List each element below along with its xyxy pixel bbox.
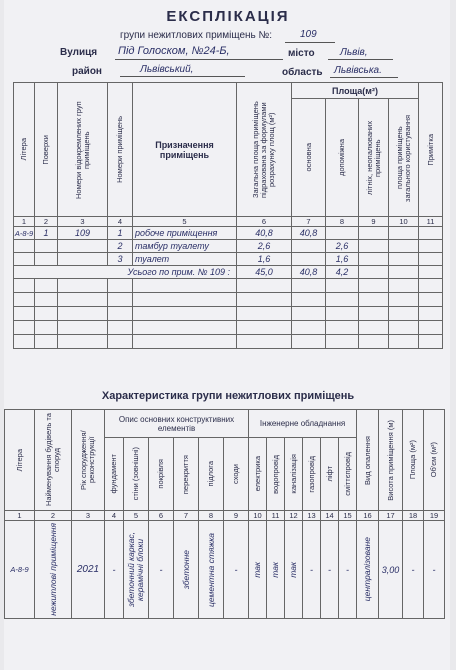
region-value: Львівська. — [334, 65, 382, 76]
th2-gas: газопровід — [303, 438, 321, 511]
th2-name: Найменування будівель та споруд — [35, 410, 72, 511]
street-value: Під Голоском, №24-Б, — [118, 45, 230, 57]
characteristics-table — [4, 409, 445, 619]
col-number: 11 — [267, 511, 285, 521]
col-number: 6 — [149, 511, 174, 521]
th2-stairs: сходи — [224, 438, 249, 511]
city-label: місто — [288, 48, 315, 59]
th2-floor: підлога — [199, 438, 224, 511]
street-underline — [115, 59, 283, 60]
th-main: основна — [292, 99, 326, 217]
col-number: 10 — [249, 511, 267, 521]
section2-title: Характеристика групи нежитлових приміщень — [101, 390, 355, 402]
col-number: 7 — [174, 511, 199, 521]
th-note: Примітка — [419, 83, 443, 217]
table-row: А-8-9 1 109 1 робоче приміщення 40,8 40,8 — [14, 227, 443, 240]
col-number: 17 — [379, 511, 403, 521]
th2-area: Площа (м²) — [403, 410, 424, 511]
col-number: 1 — [14, 217, 35, 227]
table-row: 2 тамбур туалету 2,6 2,6 — [14, 240, 443, 253]
th2-litera: Літера — [5, 410, 35, 511]
th-litera: Літера — [14, 83, 35, 217]
th2-desc-group: Опис основних конструктивних елементів — [105, 410, 249, 438]
district-label: район — [72, 66, 102, 77]
col-number: 2 — [35, 217, 58, 227]
th2-sewer: каналізація — [285, 438, 303, 511]
col-number: 13 — [303, 511, 321, 521]
col-number: 1 — [5, 511, 35, 521]
col-number: 8 — [326, 217, 359, 227]
th-aux: допоміжна — [326, 99, 359, 217]
table-row: А-8-9 нежитлові приміщення 2021 - збетонний каркас, керамічні блоки - збетонне цементна стяжка - так так так - - - централізоване 3,00 - - — [5, 521, 445, 619]
city-value: Львів, — [340, 47, 368, 58]
col-number: 19 — [424, 511, 445, 521]
th2-electric: електрика — [249, 438, 267, 511]
th2-water: водопровід — [267, 438, 285, 511]
th2-foundation: фундамент — [105, 438, 124, 511]
col-number: 14 — [321, 511, 339, 521]
explication-table — [13, 82, 443, 349]
th-floors: Поверхи — [35, 83, 58, 217]
col-number: 9 — [359, 217, 389, 227]
th-group-numbers: Номери відокремлених груп приміщень — [58, 83, 108, 217]
th2-volume: Об'єм (м³) — [424, 410, 445, 511]
col-number: 11 — [419, 217, 443, 227]
city-underline — [328, 59, 393, 60]
col-number: 5 — [133, 217, 237, 227]
col-number: 4 — [105, 511, 124, 521]
th2-height: Висота приміщення (м) — [379, 410, 403, 511]
col-number: 4 — [108, 217, 133, 227]
th-summer: літніх, неопалюваних приміщень — [359, 99, 389, 217]
th2-walls: стіни (зовнішні) — [124, 438, 149, 511]
group-label: групи нежитлових приміщень №: — [120, 30, 273, 41]
region-label: область — [282, 67, 323, 78]
th2-ceiling: перекриття — [174, 438, 199, 511]
th2-lift: ліфт — [321, 438, 339, 511]
col-number: 12 — [285, 511, 303, 521]
group-underline — [285, 42, 335, 43]
col-number: 6 — [237, 217, 292, 227]
total-row: Усього по прим. № 109 : 45,0 40,8 4,2 — [14, 266, 443, 279]
district-value: Львівський, — [140, 64, 194, 75]
th2-heating: Вид опалення — [357, 410, 379, 511]
col-number: 8 — [199, 511, 224, 521]
th-common: площа приміщень загального користування — [389, 99, 419, 217]
col-number: 3 — [58, 217, 108, 227]
col-number: 9 — [224, 511, 249, 521]
th2-roof: покрівля — [149, 438, 174, 511]
district-underline — [120, 76, 245, 77]
group-number: 109 — [300, 29, 317, 40]
col-number: 18 — [403, 511, 424, 521]
col-number: 10 — [389, 217, 419, 227]
col-number: 7 — [292, 217, 326, 227]
th-total-area: Загальна площа приміщень підрахована за формулами розрахунку площ (м²) — [237, 83, 292, 217]
th2-eng-group: Інженерне обладнання — [249, 410, 357, 438]
th2-garbage: сміттєпровід — [339, 438, 357, 511]
th-area-group: Площа(м²) — [292, 83, 419, 99]
th2-year: Рік спорудження/ реконструкції — [72, 410, 105, 511]
col-number: 3 — [72, 511, 105, 521]
document-title: ЕКСПЛІКАЦІЯ — [166, 8, 290, 25]
col-number: 2 — [35, 511, 72, 521]
th-room-numbers: Номери приміщень — [108, 83, 133, 217]
th-purpose: Призначення приміщень — [133, 83, 237, 217]
street-label: Вулиця — [60, 47, 98, 58]
col-number: 16 — [357, 511, 379, 521]
table-row: 3 туалет 1,6 1,6 — [14, 253, 443, 266]
region-underline — [330, 77, 398, 78]
col-number: 15 — [339, 511, 357, 521]
col-number: 5 — [124, 511, 149, 521]
